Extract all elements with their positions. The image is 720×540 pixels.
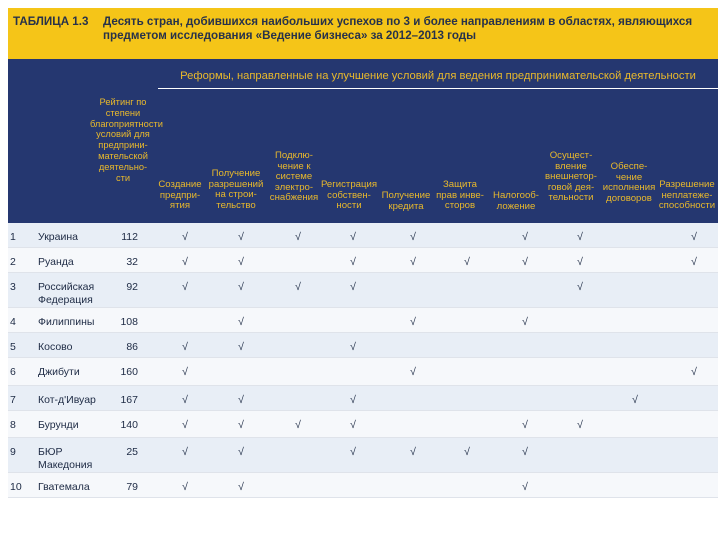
check-mark: √ (238, 281, 244, 293)
table-body (8, 223, 718, 498)
row-number: 3 (10, 281, 16, 293)
table-row (8, 308, 718, 333)
check-mark: √ (577, 256, 583, 268)
country-name: Бурунди (38, 419, 79, 431)
check-mark: √ (295, 419, 301, 431)
title-band (8, 8, 718, 59)
table-row (8, 411, 718, 438)
rating-value: 160 (120, 366, 138, 378)
country-name: Руанда (38, 256, 74, 268)
check-mark: √ (522, 231, 528, 243)
check-mark: √ (350, 281, 356, 293)
check-mark: √ (410, 256, 416, 268)
check-mark: √ (238, 256, 244, 268)
country-name: БЮР Македония (38, 446, 93, 471)
super-header: Реформы, направленные на улучшение условий для ведения предпринимательской деятельности (180, 70, 696, 82)
table-row (8, 273, 718, 308)
row-number: 5 (10, 341, 16, 353)
check-mark: √ (182, 481, 188, 493)
table-row (8, 358, 718, 386)
rating-value: 92 (126, 281, 138, 293)
table-row (8, 248, 718, 273)
check-mark: √ (350, 341, 356, 353)
check-mark: √ (238, 394, 244, 406)
check-mark: √ (350, 231, 356, 243)
country-name: Российская Федерация (38, 281, 95, 306)
check-mark: √ (464, 256, 470, 268)
col-insolvency: Разрешение неплатеже- способности (658, 179, 716, 211)
check-mark: √ (350, 419, 356, 431)
table-row (8, 473, 718, 498)
check-mark: √ (238, 446, 244, 458)
check-mark: √ (691, 366, 697, 378)
row-number: 7 (10, 394, 16, 406)
check-mark: √ (350, 394, 356, 406)
check-mark: √ (350, 446, 356, 458)
col-property-registration: Регистрация собствен- ности (320, 179, 378, 211)
row-number: 8 (10, 419, 16, 431)
col-credit: Получение кредита (381, 190, 431, 212)
check-mark: √ (182, 256, 188, 268)
rating-value: 79 (126, 481, 138, 493)
rating-value: 167 (120, 394, 138, 406)
table-title: Десять стран, добившихся наибольших успехов по 3 и более направлениям в областях, являющихся предметом исследования «Ведение бизнеса» за 2012–2013 годы (103, 15, 693, 42)
check-mark: √ (691, 256, 697, 268)
check-mark: √ (238, 481, 244, 493)
table-row (8, 386, 718, 411)
table-row (8, 438, 718, 473)
check-mark: √ (182, 394, 188, 406)
col-foreign-trade: Осущест- вление внешнетор- говой дея- тельности (545, 150, 597, 203)
check-mark: √ (238, 231, 244, 243)
check-mark: √ (632, 394, 638, 406)
country-name: Украина (38, 231, 78, 243)
table-row (8, 223, 718, 248)
check-mark: √ (182, 231, 188, 243)
col-contract-enforcement: Обеспе- чение исполнения договоров (602, 161, 656, 204)
table-row (8, 333, 718, 358)
rating-value: 140 (120, 419, 138, 431)
row-number: 10 (10, 481, 22, 493)
country-name: Филиппины (38, 316, 95, 328)
check-mark: √ (522, 316, 528, 328)
col-electricity: Подклю- чение к системе электро- снабжения (269, 150, 319, 203)
check-mark: √ (238, 341, 244, 353)
check-mark: √ (182, 341, 188, 353)
check-mark: √ (410, 366, 416, 378)
check-mark: √ (295, 231, 301, 243)
check-mark: √ (464, 446, 470, 458)
check-mark: √ (410, 316, 416, 328)
rating-value: 108 (120, 316, 138, 328)
rating-value: 25 (126, 446, 138, 458)
col-business-start: Создание предпри- ятия (158, 179, 202, 211)
check-mark: √ (410, 446, 416, 458)
check-mark: √ (410, 231, 416, 243)
country-name: Косово (38, 341, 73, 353)
col-investor-protection: Защита прав инве- сторов (436, 179, 484, 211)
check-mark: √ (522, 481, 528, 493)
check-mark: √ (691, 231, 697, 243)
rating-value: 112 (121, 231, 138, 243)
row-number: 9 (10, 446, 16, 458)
check-mark: √ (182, 446, 188, 458)
rating-value: 86 (126, 341, 138, 353)
super-header-divider (158, 88, 718, 89)
country-name: Кот-д'Ивуар (38, 394, 96, 406)
check-mark: √ (577, 231, 583, 243)
country-name: Джибути (38, 366, 80, 378)
row-number: 1 (10, 231, 16, 243)
check-mark: √ (522, 446, 528, 458)
table-header (8, 59, 718, 223)
table-label: ТАБЛИЦА 1.3 (13, 15, 89, 28)
check-mark: √ (350, 256, 356, 268)
check-mark: √ (182, 419, 188, 431)
check-mark: √ (295, 281, 301, 293)
row-number: 2 (10, 256, 16, 268)
check-mark: √ (238, 316, 244, 328)
check-mark: √ (182, 281, 188, 293)
row-number: 6 (10, 366, 16, 378)
col-taxation: Налогооб- ложение (493, 190, 539, 212)
check-mark: √ (238, 419, 244, 431)
rating-value: 32 (126, 256, 138, 268)
check-mark: √ (522, 256, 528, 268)
check-mark: √ (577, 419, 583, 431)
col-construction-permits: Получение разрешений на строи- тельство (208, 168, 264, 211)
check-mark: √ (577, 281, 583, 293)
col-rating: Рейтинг по степени благоприятности условий для предприни- мательской деятельно- сти (90, 97, 163, 183)
check-mark: √ (522, 419, 528, 431)
check-mark: √ (182, 366, 188, 378)
country-name: Гватемала (38, 481, 90, 493)
row-number: 4 (10, 316, 16, 328)
